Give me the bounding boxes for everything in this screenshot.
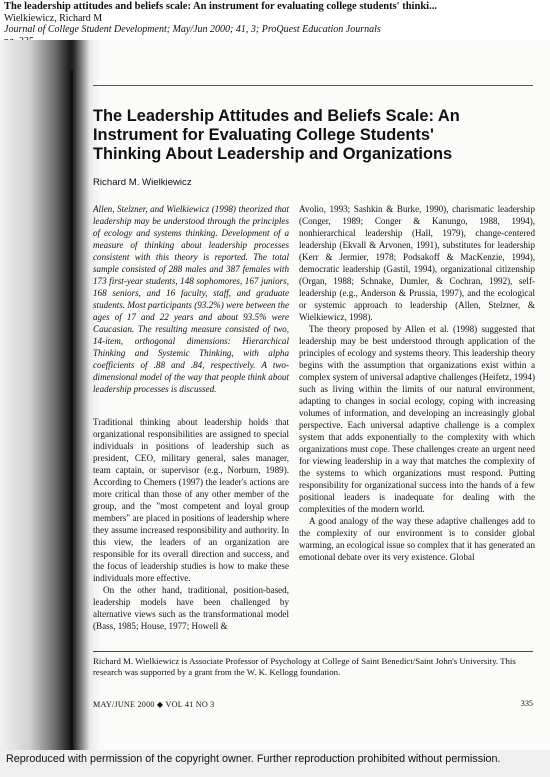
author-footnote: Richard M. Wielkiewicz is Associate Professor of Psychology at College of Saint Benedict/Saint John's University. This research was supported by a grant from the W. K. Kellogg foundation. — [93, 656, 516, 677]
journal-citation: Journal of College Student Development; May/Jun 2000; 41, 3; ProQuest Education Journals — [4, 24, 381, 35]
body-paragraph: On the other hand, traditional, position-based, leadership models have been challenged by alternative views such as the transformational model (Bass, 1985; House, 1977; Howell & — [93, 585, 289, 631]
article-title-line: The Leadership Attitudes and Beliefs Scale: An — [93, 107, 460, 125]
page-binding-shadow — [0, 40, 100, 750]
page-footer — [93, 699, 533, 709]
article-author: Richard M. Wielkiewicz — [93, 177, 192, 188]
right-column — [299, 203, 535, 563]
body-paragraph: A good analogy of the way these adaptive challenges add to the complexity of our environment is to consider global warming, an ecological issue so complex that it has generated an emotional debate over its very existence. Global — [299, 516, 535, 562]
article-title-line: Thinking About Leadership and Organizations — [93, 145, 453, 164]
left-column — [93, 203, 289, 632]
document-title: The leadership attitudes and beliefs scale: An instrument for evaluating college students' thinki... — [4, 1, 437, 12]
body-paragraph: Avolio, 1993; Sashkin & Burke, 1990), charismatic leadership (Conger, 1989; Conger & Kanungo, 1988, 1994), nonhierarchical leadership (Hall, 1979), change-centered leadership (Ekvall & Arvonen, 1991), substitutes for leadership (Kerr & Jermier, 1978; Podsakoff & MacKenzie, 1994), democratic leadership (Gastil, 1994), organizational citizenship (Organ, 1988; Schnake, Dumler, & Cochran, 1992), self-leadership (e.g., Anderson & Prussia, 1997), and the ecological or systemic approach to leadership (Allen, Stelzner, & Wielkiewicz, 1998). — [299, 204, 535, 322]
body-paragraph: Traditional thinking about leadership holds that organizational responsibilities are assigned to special individuals in positions of leadership such as president, CEO, military general, sales manager, team captain, or supervisor (e.g., Norburn, 1989). According to Chemers (1997) the leader's actions are more critical than those of any other member of the group, and the "most competent and loyal group members" are placed in positions of leadership where they assume increased responsibility and authority. In this view, the leaders of an organization are responsible for its overall direction and success, and the focus of leadership studies is how to make these individuals more effective. — [93, 417, 289, 583]
article-title — [93, 107, 533, 165]
page-number: 335 — [520, 699, 533, 708]
body-paragraph: The theory proposed by Allen et al. (1998) suggested that leadership may be best understood through application of the principles of ecology and systems theory. This leadership theory begins with the assumption that organizations exist within a complex system of universal adaptive challenges (Heifetz, 1994) such as living within the limits of our natural environment, adapting to changes in social ecology, coping with increasing volumes of information, and developing an increasingly global perspective. Each universal adaptive challenge is a complex system that adds exponentially to the complexity with which organizations must cope. These challenges create an urgent need for viewing leadership in a way that matches the complexity of the systems to which organizations must respond. Putting responsibility for organizational success into the hands of a few positional leaders is inadequate for dealing with the complexities of the modern world. — [299, 324, 535, 514]
footnote-rule — [93, 651, 533, 652]
binding-line — [70, 70, 73, 750]
document-author: Wielkiewicz, Richard M — [4, 12, 103, 24]
article-title-line: Instrument for Evaluating College Students' — [93, 126, 434, 145]
issue-info: MAY/JUNE 2000 ◆ VOL 41 NO 3 — [93, 700, 215, 709]
copyright-notice: Reproduced with permission of the copyright owner. Further reproduction prohibited without permission. — [6, 753, 501, 765]
top-rule — [93, 85, 533, 86]
abstract: Allen, Stelzner, and Wielkiewicz (1998) theorized that leadership may be understood through the principles of ecology and systems thinking. Development of a measure of thinking about leadership processes consistent with this theory is reported. The total sample consisted of 288 males and 387 females with 173 first-year students, 148 sophomores, 167 juniors, 168 seniors, and 16 faculty, staff, and graduate students. Most participants (93.2%) were between the ages of 17 and 22 years and about 93.5% were Caucasian. The resulting measure consisted of two, 14-item, orthogonal dimensions: Hierarchical Thinking and Systemic Thinking, with alpha coefficients of .88 and .84, respectively. A two-dimensional model of the way that people think about leadership processes is discussed. — [93, 204, 289, 394]
